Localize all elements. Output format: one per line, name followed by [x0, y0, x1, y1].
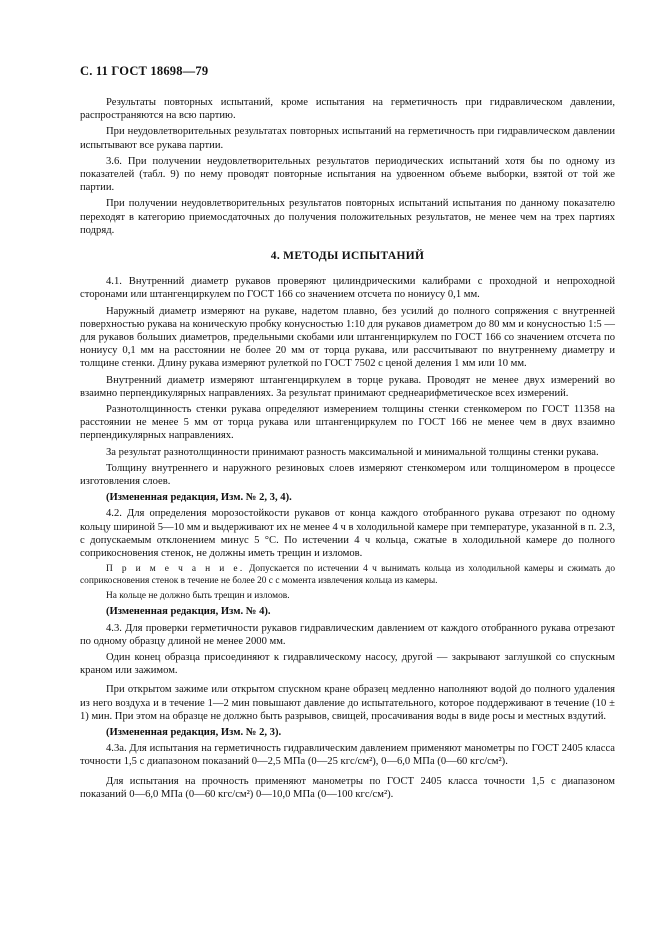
note-label: П р и м е ч а н и е. — [106, 564, 245, 575]
paragraph: При неудовлетворительных результатах повторных испытаний на герметичность при гидравлическом давлении испытывают все рукава партии. — [80, 126, 615, 151]
paragraph: Результаты повторных испытаний, кроме испытания на герметичность при гидравлическом давлении, распространяются на всю партию. — [80, 97, 615, 122]
paragraph: При получении неудовлетворительных результатов повторных испытаний испытания по данному показателю переходят в категорию приемосдаточных до получения положительных результатов, не менее чем на трех партиях подряд. — [80, 198, 615, 236]
paragraph: 4.3а. Для испытания на герметичность гидравлическим давлением применяют манометры по ГОСТ 2405 класса точности 1,5 с диапазоном показаний 0—2,5 МПа (0—25 кгс/см²), 0—6,0 МПа (0—60 кгс/см²). — [80, 743, 615, 768]
note-line: На кольце не должно быть трещин и изломов. — [106, 591, 290, 602]
paragraph: 4.1. Внутренний диаметр рукавов проверяют цилиндрическими калибрами с проходной и непроходной сторонами или штангенциркулем по ГОСТ 166 со значением отсчета по нониусу 0,1 мм. — [80, 276, 615, 301]
section-title: 4. МЕТОДЫ ИСПЫТАНИЙ — [270, 250, 425, 263]
edition-note: (Измененная редакция, Изм. № 4). — [106, 606, 271, 618]
paragraph: Толщину внутреннего и наружного резиновых слоев измеряют стенкомером или толщиномером в процессе изготовления слоев. — [80, 462, 615, 488]
paragraph: Для испытания на прочность применяют манометры по ГОСТ 2405 класса точности 1,5 с диапазоном показаний 0—6,0 МПа (0—60 кгс/см²) 0—10,0 МПа (0—100 кгс/см²). — [80, 775, 615, 800]
document-body — [80, 96, 615, 804]
edition-note: (Измененная редакция, Изм. № 2, 3, 4). — [106, 492, 292, 504]
paragraph: Внутренний диаметр измеряют штангенциркулем в торце рукава. Проводят не менее двух измерений во взаимно перпендикулярных направлениях. За результат принимают среднеарифметическое всех измерений. — [80, 374, 615, 399]
paragraph: Один конец образца присоединяют к гидравлическому насосу, другой — закрывают заглушкой со спускным краном или зажимом. — [80, 651, 615, 677]
note-text: Допускается по истечении 4 ч вынимать кольца из холодильной камеры и сжимать до соприкосновения стенок в течение не более 20 с с момента извлечения кольца из камеры. — [80, 564, 616, 587]
footnote — [80, 563, 615, 587]
paragraph: 3.6. При получении неудовлетворительных результатов периодических испытаний хотя бы по одному из показателей (табл. 9) по нему проводят повторные испытания на удвоенном объеме выборки, взятой от той же партии. — [80, 155, 615, 194]
paragraph: При открытом зажиме или открытом спускном кране образец медленно наполняют водой до полного удаления из него воздуха и в течение 1—2 мин повышают давление до испытательного, которое поддерживают в течение (10 ± 1) мин. При этом на образце не должно быть разрывов, свищей, просачивания воды в виде росы и местных вздутий. — [80, 684, 615, 722]
paragraph: Разнотолщинность стенки рукава определяют измерением толщины стенки стенкомером по ГОСТ 11358 на расстоянии не менее 5 мм от торца рукава или штангенциркулем по ГОСТ 166 не менее чем в двух взаимно перпендикулярных направлениях. — [80, 404, 615, 442]
edition-note: (Измененная редакция, Изм. № 2, 3). — [106, 726, 282, 738]
paragraph: Наружный диаметр измеряют на рукаве, надетом плавно, без усилий до полного сопряжения с внутренней поверхностью рукава на коническую пробку конусностью 1:10 для рукавов диаметром до 80 мм и конусностью 1:5 — для рукавов больших диаметров, предельными скобами или штангенциркулем по ГОСТ 166 со значением отсчета по нониусу 0,1 мм на расстоянии не более 20 мм от торца рукава, или рассчитывают по внутреннему диаметру и толщине стенки. Длину рукава измеряют рулеткой по ГОСТ 7502 с ценой деления 1 мм или 10 мм. — [80, 305, 615, 370]
paragraph: За результат разнотолщинности принимают разность максимальной и минимальной толщины стенки рукава. — [106, 446, 599, 458]
paragraph: 4.3. Для проверки герметичности рукавов гидравлическим давлением от каждого отобранного рукава отрезают по одному образцу длиной не менее 2000 мм. — [80, 622, 615, 647]
page-header: С. 11 ГОСТ 18698—79 — [80, 64, 209, 78]
paragraph: 4.2. Для определения морозостойкости рукавов от конца каждого отобранного рукава отрезают по одному кольцу шириной 5—10 мм и выдерживают их не менее 4 ч в холодильной камере при температуре, указанной в п. 2.3, с допускаемым отклонением минус 5 °С. По истечении 4 ч кольца, сжатые в холодильной камере до полного соприкосновения стенок, не должны иметь трещин и изломов. — [80, 508, 615, 560]
